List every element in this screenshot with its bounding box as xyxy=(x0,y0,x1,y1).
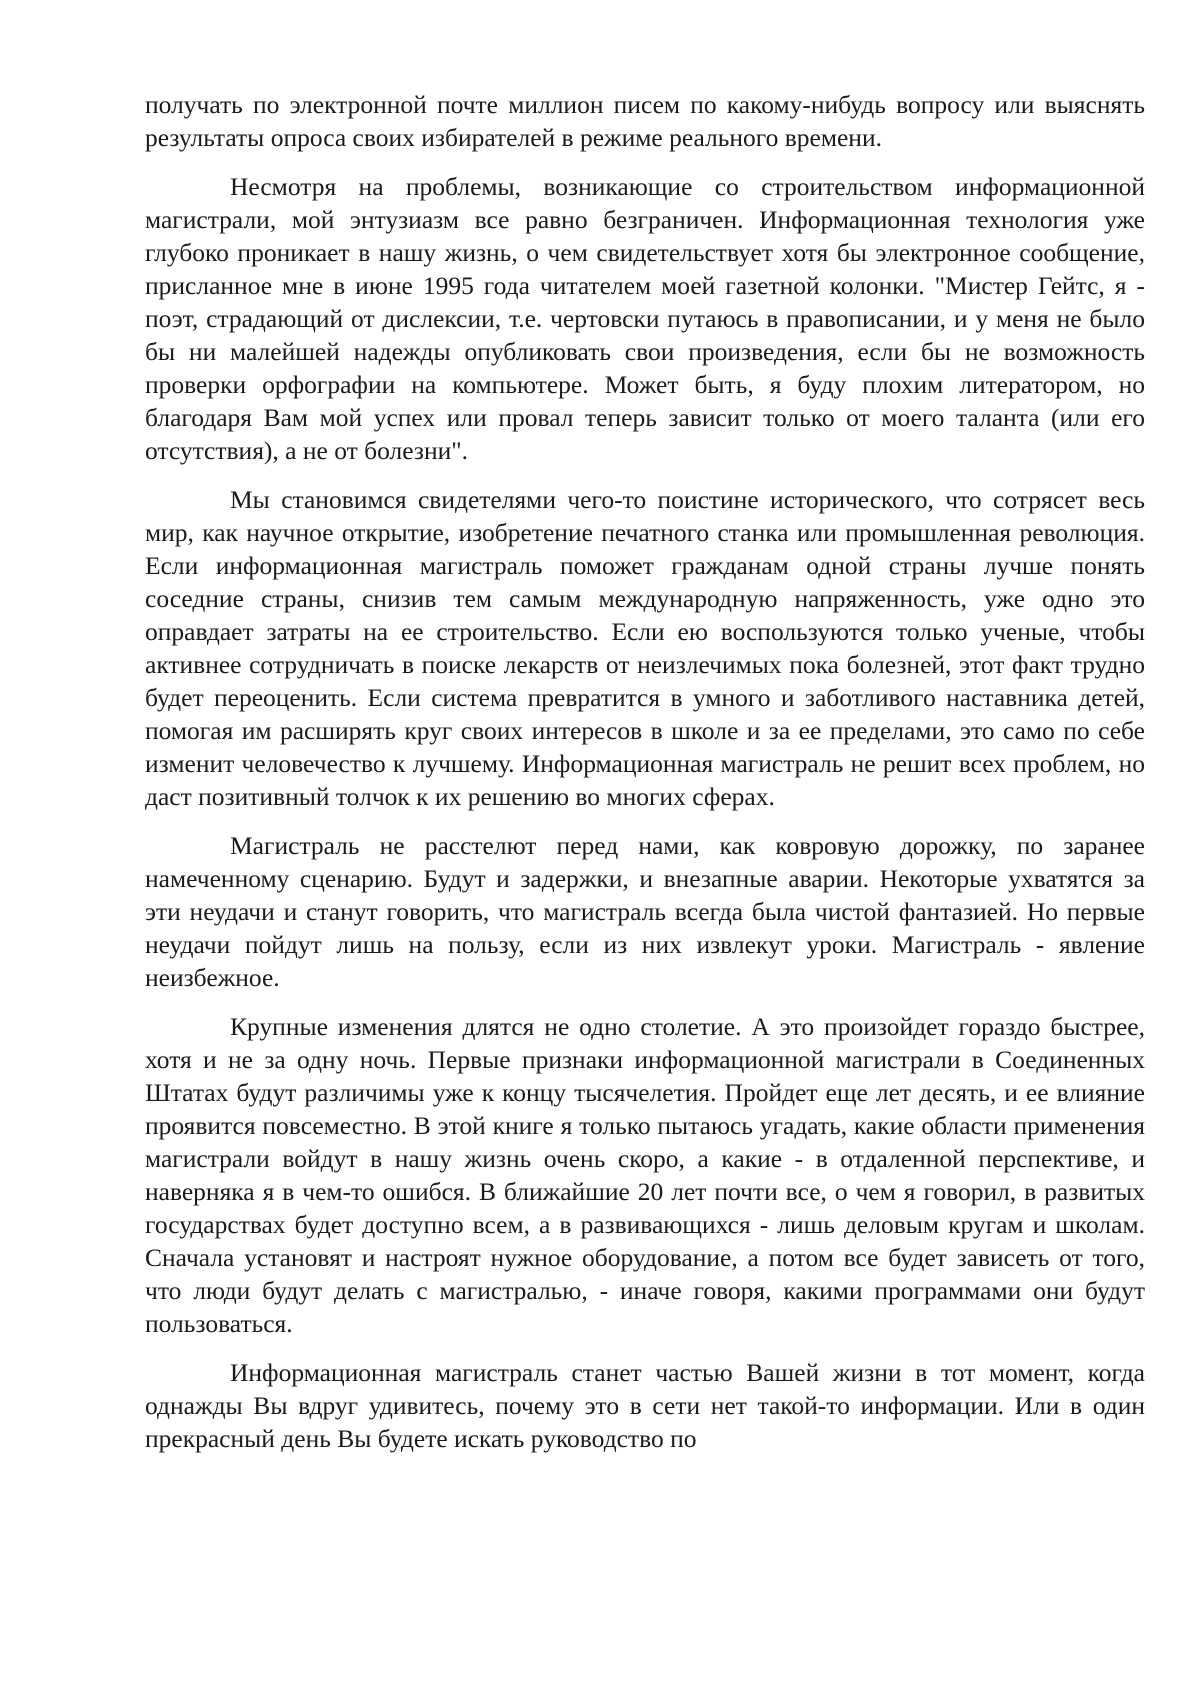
paragraph-5: Крупные изменения длятся не одно столетие. А это произойдет гораздо быстрее, хотя и не за одну ночь. Первые признаки информационной магистрали в Соединенных Штатах будут различимы уже к концу тысячелетия. Пройдет еще лет десять, и ее влияние проявится повсеместно. В этой книге я только пытаюсь угадать, какие области применения магистрали войдут в нашу жизнь очень скоро, а какие - в отдаленной перспективе, и наверняка я в чем-то ошибся. В ближайшие 20 лет почти все, о чем я говорил, в развитых государствах будет доступно всем, а в развивающихся - лишь деловым кругам и школам. Сначала установят и настроят нужное оборудование, а потом все будет зависеть от того, что люди будут делать с магистралью, - иначе говоря, какими программами они будут пользоваться. xyxy=(145,1012,1145,1338)
paragraph-1: получать по электронной почте миллион писем по какому-нибудь вопросу или выяснять результаты опроса своих избирателей в режиме реального времени. xyxy=(145,90,1145,152)
paragraph-2: Несмотря на проблемы, возникающие со строительством информационной магистрали, мой энтузиазм все равно безграничен. Информационная технология уже глубоко проникает в нашу жизнь, о чем свидетельствует хотя бы электронное сообщение, присланное мне в июне 1995 года читателем моей газетной колонки. "Мистер Гейтс, я - поэт, страдающий от дислексии, т.е. чертовски путаюсь в правописании, и у меня не было бы ни малейшей надежды опубликовать свои произведения, если бы не возможность проверки орфографии на компьютере. Может быть, я буду плохим литератором, но благодаря Вам мой успех или провал теперь зависит только от моего таланта (или его отсутствия), а не от болезни". xyxy=(145,172,1145,465)
body-text xyxy=(145,88,1145,1471)
paragraph-4: Магистраль не расстелют перед нами, как ковровую дорожку, по заранее намеченному сценарию. Будут и задержки, и внезапные аварии. Некоторые ухватятся за эти неудачи и станут говорить, что магистраль всегда была чистой фантазией. Но первые неудачи пойдут лишь на пользу, если из них извлекут уроки. Магистраль - явление неизбежное. xyxy=(145,831,1145,992)
paragraph-3: Мы становимся свидетелями чего-то поистине исторического, что сотрясет весь мир, как научное открытие, изобретение печатного станка или промышленная революция. Если информационная магистраль поможет гражданам одной страны лучше понять соседние страны, снизив тем самым международную напряженность, уже одно это оправдает затраты на ее строительство. Если ею воспользуются только ученые, чтобы активнее сотрудничать в поиске лекарств от неизлечимых пока болезней, этот факт трудно будет переоценить. Если система превратится в умного и заботливого наставника детей, помогая им расширять круг своих интересов в школе и за ее пределами, это само по себе изменит человечество к лучшему. Информационная магистраль не решит всех проблем, но даст позитивный толчок к их решению во многих сферах. xyxy=(145,485,1145,811)
paragraph-6: Информационная магистраль станет частью Вашей жизни в тот момент, когда однажды Вы вдруг удивитесь, почему это в сети нет такой-то информации. Или в один прекрасный день Вы будете искать руководство по xyxy=(145,1358,1145,1453)
